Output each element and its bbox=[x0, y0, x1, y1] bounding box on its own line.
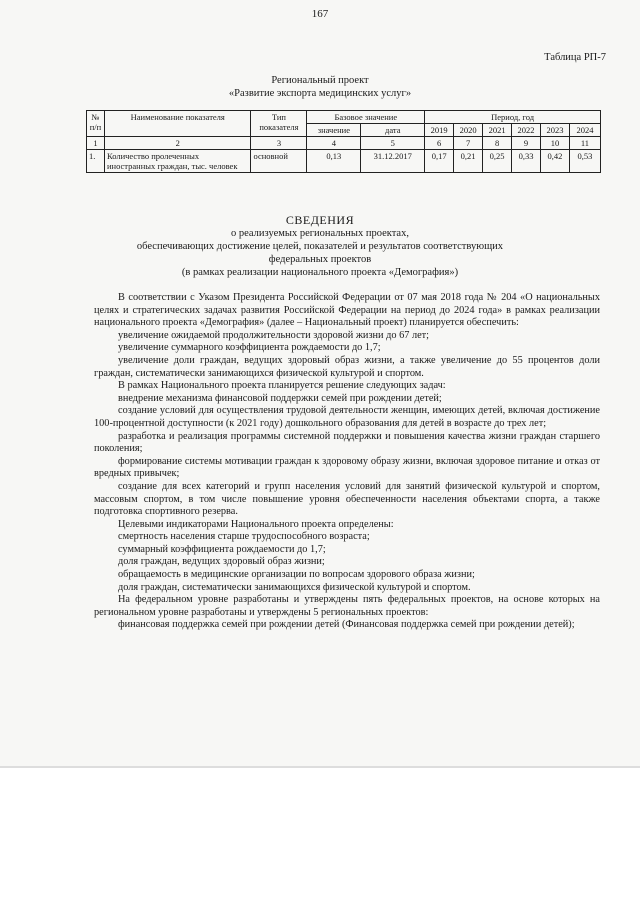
column-number: 9 bbox=[512, 137, 541, 150]
header-period: Период, год bbox=[425, 111, 601, 124]
heading-line-2: обеспечивающих достижение целей, показателей и результатов соответствующих bbox=[136, 241, 504, 252]
column-number: 8 bbox=[483, 137, 512, 150]
row-value: 0,13 bbox=[307, 150, 361, 173]
column-number: 3 bbox=[251, 137, 307, 150]
paragraph: В рамках Национального проекта планируется решение следующих задач: bbox=[118, 380, 446, 392]
column-number: 7 bbox=[454, 137, 483, 150]
header-year: 2021 bbox=[483, 124, 512, 137]
table-row bbox=[87, 150, 601, 173]
paragraph: разработка и реализация программы системной поддержки и повышения качества жизни граждан старшего поколения; bbox=[94, 430, 600, 455]
row-year-value: 0,42 bbox=[541, 150, 570, 173]
heading-line-3: федеральных проектов bbox=[268, 254, 372, 265]
paragraph: суммарный коэффициента рождаемости до 1,7; bbox=[118, 543, 326, 555]
paragraph: финансовая поддержка семей при рождении детей (Финансовая поддержка семей при рождении детей); bbox=[118, 619, 575, 631]
project-title-line-2: «Развитие экспорта медицинских услуг» bbox=[228, 88, 412, 99]
column-number-row bbox=[87, 137, 601, 150]
paragraph: создание условий для осуществления трудовой деятельности женщин, имеющих детей, включая достижение 100-процентной доступности (к 2021 году) дошкольного образования для детей в возрасте до трех лет; bbox=[94, 405, 600, 429]
paragraph: увеличение доли граждан, ведущих здоровый образ жизни, а также увеличение до 55 процентов доли граждан, систематически занимающихся физической культурой и спортом. bbox=[94, 354, 600, 379]
page-number: 167 bbox=[311, 8, 329, 20]
paragraph: На федеральном уровне разработаны и утверждены пять федеральных проектов, на основе которых на региональном уровне разработаны и утверждены 5 региональных проектов: bbox=[94, 594, 600, 618]
paragraph: формирование системы мотивации граждан к здоровому образу жизни, включая здоровое питание и отказ от вредных привычек; bbox=[94, 455, 600, 480]
header-year: 2024 bbox=[569, 124, 600, 137]
table-label: Таблица РП-7 bbox=[544, 52, 606, 63]
row-year-value: 0,53 bbox=[569, 150, 600, 173]
column-number: 5 bbox=[361, 137, 425, 150]
row-num: 1. bbox=[87, 150, 105, 173]
section-heading bbox=[0, 214, 640, 279]
row-year-value: 0,21 bbox=[454, 150, 483, 173]
column-number: 1 bbox=[87, 137, 105, 150]
header-type: Тип показателя bbox=[251, 111, 307, 137]
paragraph: доля граждан, ведущих здоровый образ жизни; bbox=[118, 556, 325, 568]
row-year-value: 0,17 bbox=[425, 150, 454, 173]
paragraph: увеличение ожидаемой продолжительности здоровой жизни до 67 лет; bbox=[118, 329, 430, 341]
paragraph: В соответствии с Указом Президента Российской Федерации от 07 мая 2018 года № 204 «О национальных целях и стратегических задачах развития Российской Федерации на период до 2024 года» в рамках реализации национального проекта «Демография» (далее – Национальный проект) планируется обеспечить: bbox=[94, 292, 600, 329]
header-year: 2022 bbox=[512, 124, 541, 137]
header-name: Наименование показателя bbox=[104, 111, 251, 137]
column-number: 11 bbox=[569, 137, 600, 150]
project-title-line-1: Региональный проект bbox=[271, 75, 369, 86]
paragraph: внедрение механизма финансовой поддержки семей при рождении детей; bbox=[118, 392, 442, 404]
header-year: 2023 bbox=[541, 124, 570, 137]
row-date: 31.12.2017 bbox=[361, 150, 425, 173]
paragraph: смертность населения старше трудоспособного возраста; bbox=[118, 531, 370, 543]
body-text bbox=[94, 292, 600, 632]
header-value: значение bbox=[307, 124, 361, 137]
heading-line-4: (в рамках реализации национального проекта «Демография») bbox=[181, 267, 459, 278]
header-num: № п/п bbox=[87, 111, 105, 137]
heading-title: СВЕДЕНИЯ bbox=[285, 213, 355, 227]
paragraph: обращаемость в медицинские организации по вопросам здорового образа жизни; bbox=[118, 569, 475, 581]
indicator-table bbox=[86, 110, 601, 173]
paragraph: доля граждан, систематически занимающихся физической культурой и спортом. bbox=[118, 581, 471, 593]
paragraph: увеличение суммарного коэффициента рождаемости до 1,7; bbox=[118, 342, 381, 354]
page-edge bbox=[0, 766, 640, 768]
paragraph: Целевыми индикаторами Национального проекта определены: bbox=[118, 518, 394, 530]
row-year-value: 0,33 bbox=[512, 150, 541, 173]
project-title bbox=[0, 74, 640, 100]
column-number: 6 bbox=[425, 137, 454, 150]
column-number: 10 bbox=[541, 137, 570, 150]
column-number: 2 bbox=[104, 137, 251, 150]
row-name: Количество пролеченных иностранных граждан, тыс. человек bbox=[104, 150, 251, 173]
table-header-row-1 bbox=[87, 111, 601, 124]
heading-line-1: о реализуемых региональных проектах, bbox=[231, 228, 409, 239]
header-base: Базовое значение bbox=[307, 111, 425, 124]
row-type: основной bbox=[251, 150, 307, 173]
row-year-value: 0,25 bbox=[483, 150, 512, 173]
header-year: 2020 bbox=[454, 124, 483, 137]
header-year: 2019 bbox=[425, 124, 454, 137]
column-number: 4 bbox=[307, 137, 361, 150]
header-date: дата bbox=[361, 124, 425, 137]
paragraph: создание для всех категорий и групп населения условий для занятий физической культурой и спортом, массовым спортом, в том числе повышение уровня обеспеченности населения объектами спорта, а также подготовка спортивного резерва. bbox=[94, 480, 600, 518]
